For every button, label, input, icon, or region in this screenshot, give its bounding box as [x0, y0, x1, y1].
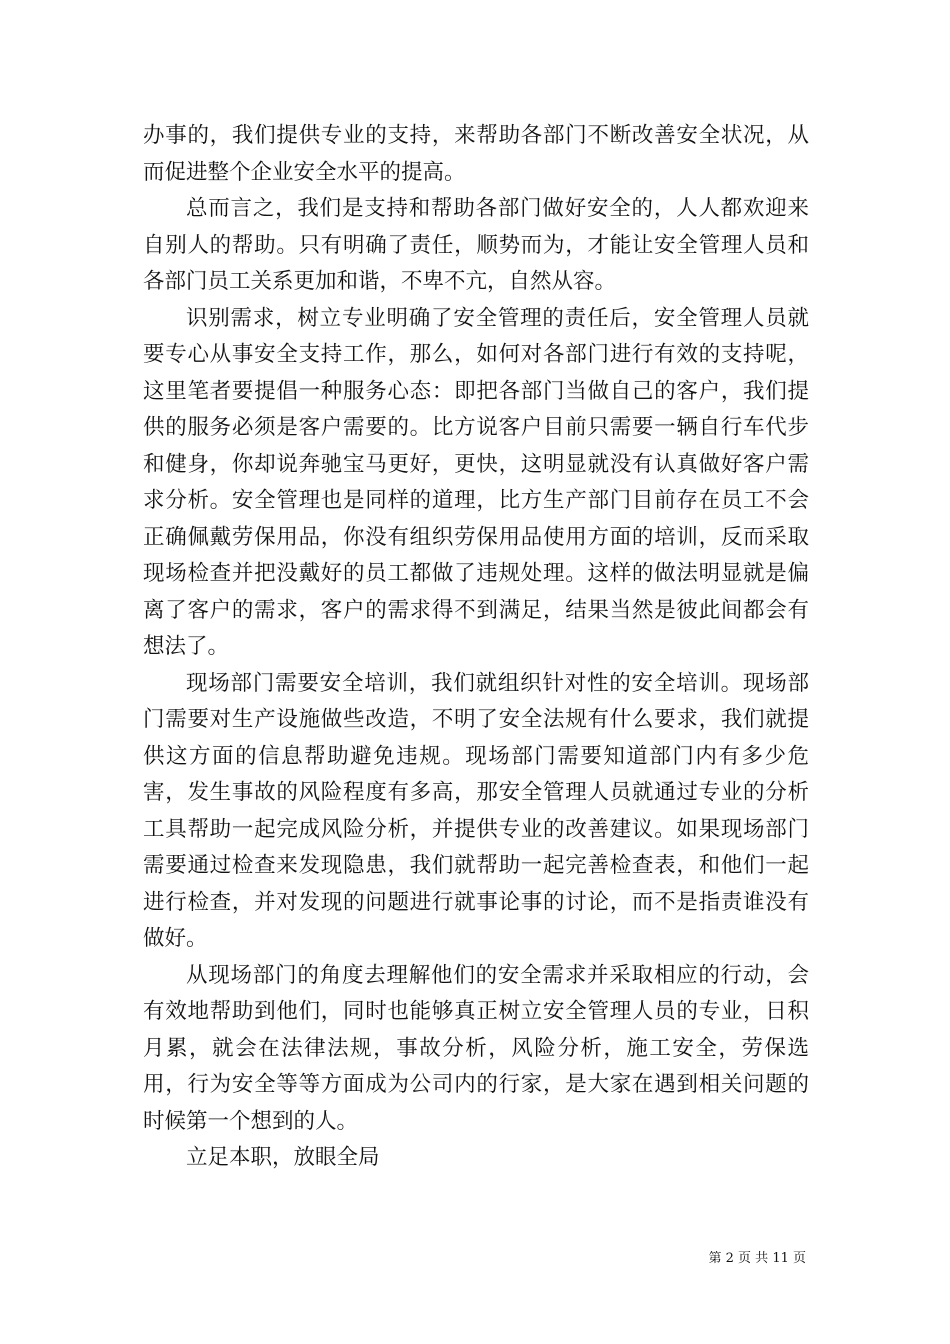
paragraph-4: 现场部门需要安全培训，我们就组织针对性的安全培训。现场部门需要对生产设施做些改造，不明了安全法规有什么要求，我们就提供这方面的信息帮助避免违规。现场部门需要知道部门内有多少危害，发生事故的风险程度有多高，那安全管理人员就通过专业的分析工具帮助一起完成风险分析，并提供专业的改善建议。如果现场部门需要通过检查来发现隐患，我们就帮助一起完善检查表，和他们一起进行检查，并对发现的问题进行就事论事的讨论，而不是指责谁没有做好。: [143, 670, 809, 951]
paragraph-5: 从现场部门的角度去理解他们的安全需求并采取相应的行动，会有效地帮助到他们，同时也能够真正树立安全管理人员的专业，日积月累，就会在法律法规，事故分析，风险分析，施工安全，劳保选用，行为安全等等方面成为公司内的行家，是大家在遇到相关问题的时候第一个想到的人。: [143, 962, 809, 1134]
paragraph-2: 总而言之，我们是支持和帮助各部门做好安全的，人人都欢迎来自别人的帮助。只有明确了责任，顺势而为，才能让安全管理人员和各部门员工关系更加和谐，不卑不亢，自然从容。: [143, 196, 809, 294]
paragraph-6-heading: 立足本职，放眼全局: [186, 1145, 380, 1170]
paragraph-3: 识别需求，树立专业明确了安全管理的责任后，安全管理人员就要专心从事安全支持工作，那么，如何对各部门进行有效的支持呢，这里笔者要提倡一种服务心态：即把各部门当做自己的客户，我们提供的服务必须是客户需要的。比方说客户目前只需要一辆自行车代步和健身，你却说奔驰宝马更好，更快，这明显就没有认真做好客户需求分析。安全管理也是同样的道理，比方生产部门目前存在员工不会正确佩戴劳保用品，你没有组织劳保用品使用方面的培训，反而采取现场检查并把没戴好的员工都做了违规处理。这样的做法明显就是偏离了客户的需求，客户的需求得不到满足，结果当然是彼此间都会有想法了。: [143, 305, 809, 659]
document-body: [143, 118, 809, 1177]
paragraph-1: 办事的，我们提供专业的支持，来帮助各部门不断改善安全状况，从而促进整个企业安全水平的提高。: [143, 123, 809, 185]
page-number-footer: 第 2 页 共 11 页: [708, 1251, 806, 1266]
